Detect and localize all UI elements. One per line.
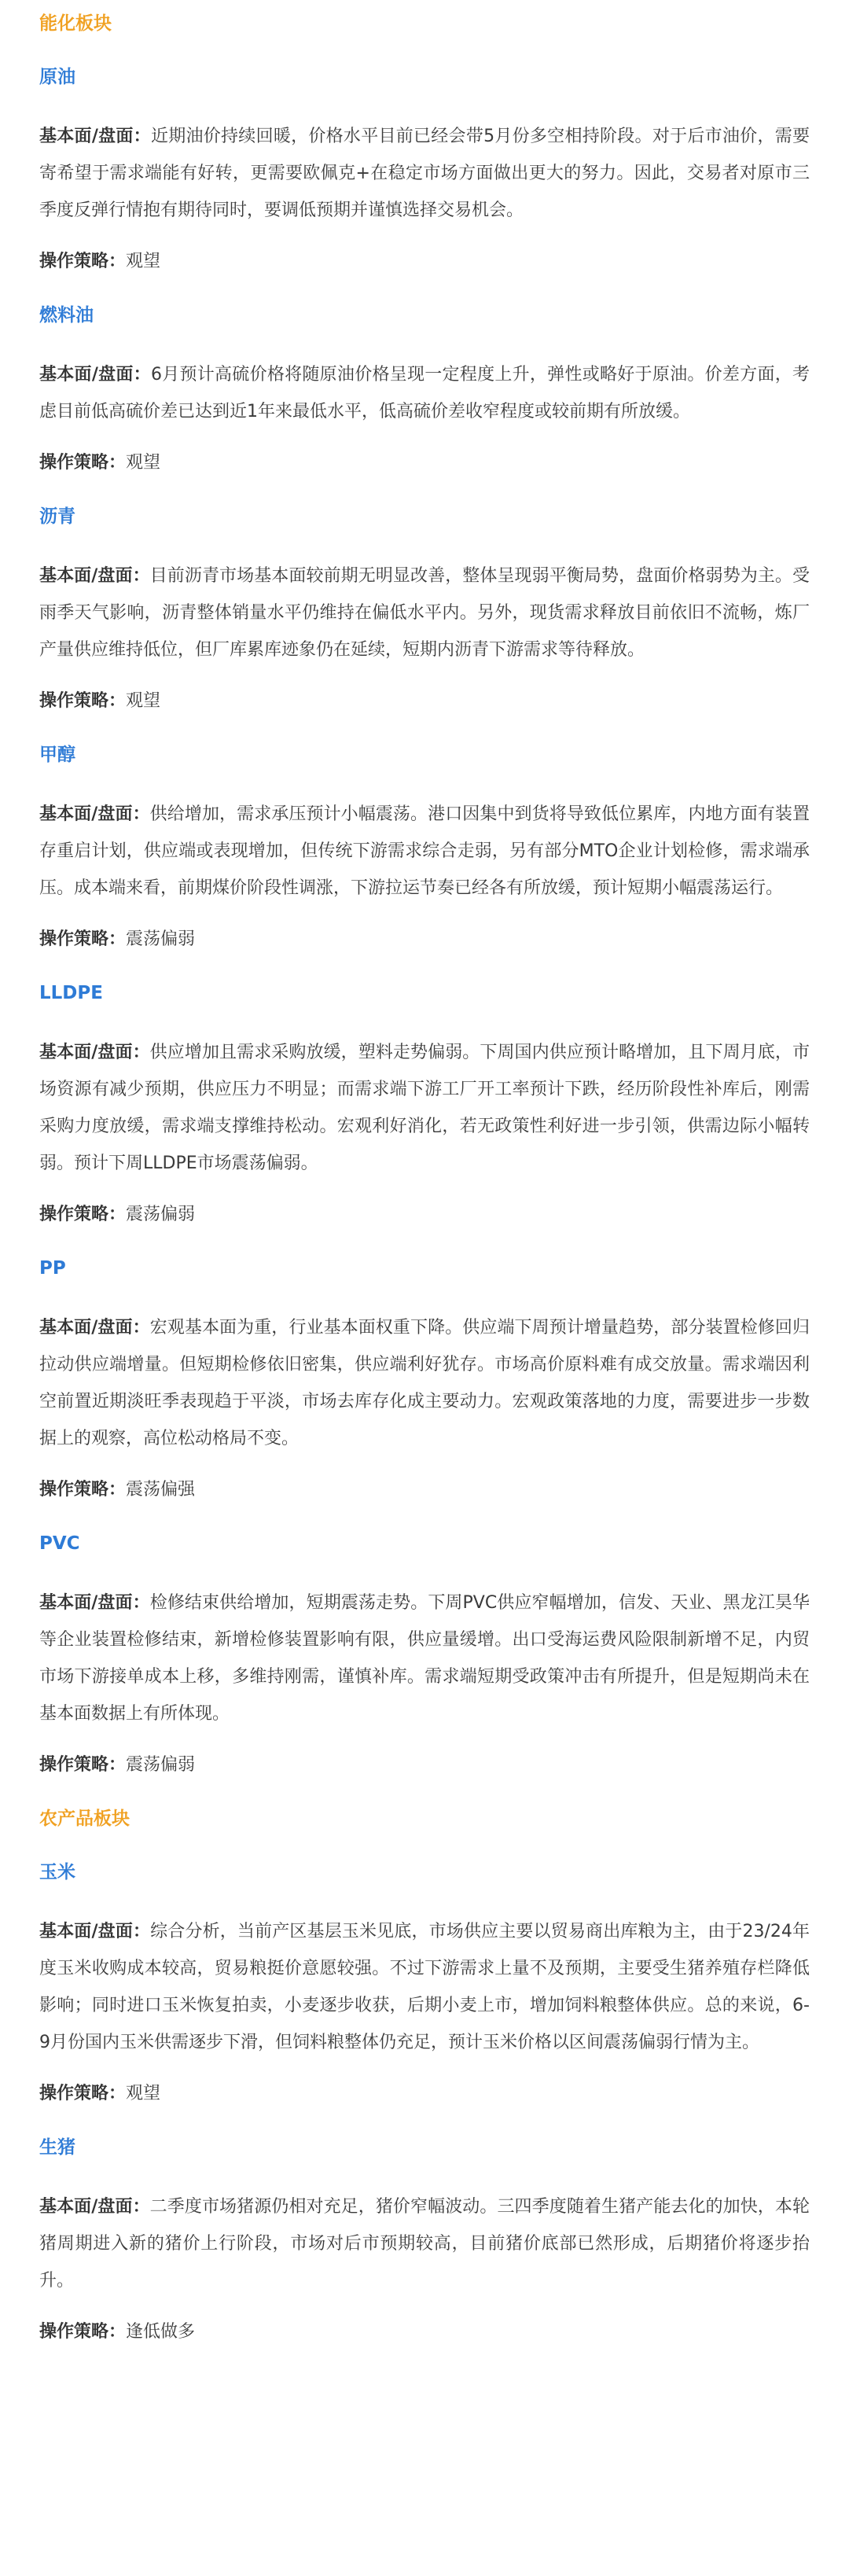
strategy-label: 操作策略： [39,929,127,949]
strategy-label: 操作策略： [39,2084,127,2103]
strategy-asphalt [39,689,810,714]
strategy-text: 观望 [126,453,161,473]
strategy-crude-oil [39,249,810,274]
basics-crude-oil [39,118,810,229]
basics-label: 基本面/盘面： [39,566,150,586]
strategy-text: 震荡偏弱 [126,929,196,949]
basics-text: 6月预计高硫价格将随原油价格呈现一定程度上升，弹性或略好于原油。价差方面，考虑目前低高硫价差已达到近1年来最低水平，低高硫价差收窄程度或较前期有所放缓。 [39,365,810,421]
basics-text: 宏观基本面为重，行业基本面权重下降。供应端下周预计增量趋势，部分装置检修回归拉动供应端增量。但短期检修依旧密集，供应端利好犹存。市场高价原料难有成交放量。需求端因利空前置近期淡旺季表现趋于平淡，市场去库存化成主要动力。宏观政策落地的力度，需要进步一步数据上的观察，高位松动格局不变。 [39,1318,810,1448]
strategy-label: 操作策略： [39,1205,127,1224]
commodity-title-crude-oil: 原油 [39,67,75,87]
basics-asphalt [39,558,810,668]
strategy-text: 震荡偏强 [126,1480,196,1500]
commodity-title-lldpe: LLDPE [39,983,103,1003]
strategy-methanol [39,927,810,952]
strategy-fuel-oil [39,451,810,476]
commodity-title-methanol: 甲醇 [39,745,75,765]
basics-text: 供给增加，需求承压预计小幅震荡。港口因集中到货将导致低位累库，内地方面有装置存重启计划，供应端或表现增加，但传统下游需求综合走弱，另有部分MTO企业计划检修，需求端承压。成本端来看，前期煤价阶段性调涨，下游拉运节奏已经各有所放缓，预计短期小幅震荡运行。 [39,804,810,898]
strategy-label: 操作策略： [39,252,127,271]
basics-text: 综合分析，当前产区基层玉米见底，市场供应主要以贸易商出库粮为主，由于23/24年度玉米收购成本较高，贸易粮挺价意愿较强。不过下游需求上量不及预期，主要受生猪养殖存栏降低影响；同时进口玉米恢复拍卖，小麦逐步收获，后期小麦上市，增加饲料粮整体供应。总的来说，6-9月份国内玉米供需逐步下滑，但饲料粮整体仍充足，预计玉米价格以区间震荡偏弱行情为主。 [39,1922,810,2052]
commodity-title-fuel-oil: 燃料油 [39,305,94,326]
basics-label: 基本面/盘面： [39,804,150,824]
basics-label: 基本面/盘面： [39,1318,150,1338]
strategy-label: 操作策略： [39,1480,127,1500]
commodity-title-pp: PP [39,1258,66,1279]
strategy-text: 震荡偏弱 [126,1755,196,1775]
strategy-text: 震荡偏弱 [126,1205,196,1224]
commodity-title-hog: 生猪 [39,2137,75,2158]
commodity-title-pvc: PVC [39,1533,80,1554]
basics-pvc [39,1584,810,1732]
basics-label: 基本面/盘面： [39,1043,150,1062]
strategy-pvc [39,1753,810,1778]
basics-label: 基本面/盘面： [39,1593,150,1613]
strategy-text: 观望 [126,252,161,271]
basics-lldpe [39,1034,810,1182]
basics-hog [39,2188,810,2299]
basics-methanol [39,796,810,907]
strategy-label: 操作策略： [39,1755,127,1775]
basics-text: 二季度市场猪源仍相对充足，猪价窄幅波动。三四季度随着生猪产能去化的加快，本轮猪周期进入新的猪价上行阶段，市场对后市预期较高，目前猪价底部已然形成，后期猪价将逐步抬升。 [39,2197,810,2291]
commodity-title-corn: 玉米 [39,1862,75,1882]
strategy-lldpe [39,1202,810,1227]
strategy-pp [39,1478,810,1503]
basics-label: 基本面/盘面： [39,365,151,385]
sector-title-agriculture: 农产品板块 [39,1809,130,1829]
sector-title-energy-chemical: 能化板块 [39,13,112,34]
commodity-title-asphalt: 沥青 [39,506,75,527]
strategy-label: 操作策略： [39,2322,127,2342]
basics-label: 基本面/盘面： [39,1922,151,1941]
strategy-hog [39,2320,810,2345]
basics-fuel-oil [39,356,810,430]
basics-text: 近期油价持续回暖，价格水平目前已经会带5月份多空相持阶段。对于后市油价，需要寄希望于需求端能有好转，更需要欧佩克+在稳定市场方面做出更大的努力。因此，交易者对原市三季度反弹行情抱有期待同时，要调低预期并谨慎选择交易机会。 [39,127,810,220]
strategy-text: 观望 [126,691,161,711]
strategy-text: 观望 [126,2084,161,2103]
strategy-label: 操作策略： [39,691,127,711]
strategy-corn [39,2081,810,2107]
strategy-label: 操作策略： [39,453,127,473]
basics-label: 基本面/盘面： [39,127,151,146]
basics-text: 检修结束供给增加，短期震荡走势。下周PVC供应窄幅增加，信发、天业、黑龙江昊华等企业装置检修结束，新增检修装置影响有限，供应量缓增。出口受海运费风险限制新增不足，内贸市场下游接单成本上移，多维持刚需，谨慎补库。需求端短期受政策冲击有所提升，但是短期尚未在基本面数据上有所体现。 [39,1593,810,1724]
strategy-text: 逢低做多 [126,2322,196,2342]
basics-corn [39,1913,810,2061]
basics-text: 目前沥青市场基本面较前期无明显改善，整体呈现弱平衡局势，盘面价格弱势为主。受雨季天气影响，沥青整体销量水平仍维持在偏低水平内。另外，现货需求释放目前依旧不流畅，炼厂产量供应维持低位，但厂库累库迹象仍在延续，短期内沥青下游需求等待释放。 [39,566,810,660]
basics-text: 供应增加且需求采购放缓，塑料走势偏弱。下周国内供应预计略增加，且下周月底，市场资源有减少预期，供应压力不明显；而需求端下游工厂开工率预计下跌，经历阶段性补库后，刚需采购力度放缓，需求端支撑维持松动。宏观利好消化，若无政策性利好进一步引领，供需边际小幅转弱。预计下周LLDPE市场震荡偏弱。 [39,1043,810,1173]
basics-label: 基本面/盘面： [39,2197,150,2217]
basics-pp [39,1309,810,1457]
